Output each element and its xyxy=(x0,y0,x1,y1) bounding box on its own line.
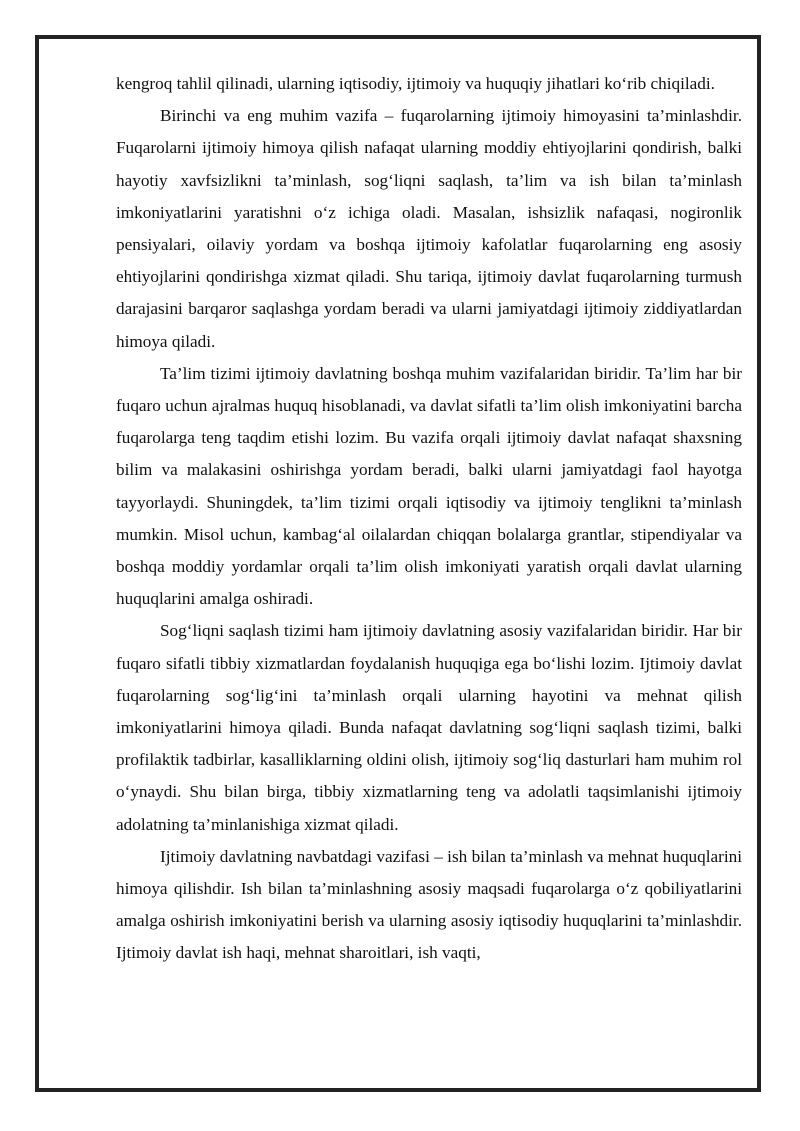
paragraph-4: Sog‘liqni saqlash tizimi ham ijtimoiy davlatning asosiy vazifalaridan biridir. Har bir fuqaro sifatli tibbiy xizmatlardan foydalanish huquqiga ega bo‘lishi lozim. Ijtimoiy davlat fuqarolarning sog‘lig‘ini ta’minlash orqali ularning hayotini va mehnat qilish imkoniyatlarini himoya qiladi. Bunda nafaqat davlatning sog‘liqni saqlash tizimi, balki profilaktik tadbirlar, kasalliklarning oldini olish, ijtimoiy sog‘liq dasturlari ham muhim rol o‘ynaydi. Shu bilan birga, tibbiy xizmatlarning teng va adolatli taqsimlanishi ijtimoiy adolatning ta’minlanishiga xizmat qiladi. xyxy=(116,621,742,834)
paragraph-3: Ta’lim tizimi ijtimoiy davlatning boshqa muhim vazifalaridan biridir. Ta’lim har bir fuqaro uchun ajralmas huquq hisoblanadi, va davlat sifatli ta’lim olish imkoniyatini barcha fuqarolarga teng taqdim etishi lozim. Bu vazifa orqali ijtimoiy davlat nafaqat shaxsning bilim va malakasini oshirishga yordam beradi, balki ularni jamiyatdagi faol hayotga tayyorlaydi. Shuningdek, ta’lim tizimi orqali iqtisodiy va ijtimoiy tenglikni ta’minlash mumkin. Misol uchun, kambag‘al oilalardan chiqqan bolalarga grantlar, stipendiyalar va boshqa moddiy yordamlar orqali ta’lim olish imkoniyati yaratish orqali davlat ularning huquqlarini amalga oshiradi. xyxy=(116,363,742,609)
paragraph-1: kengroq tahlil qilinadi, ularning iqtisodiy, ijtimoiy va huquqiy jihatlari ko‘rib chiqiladi. xyxy=(116,74,715,93)
paragraph-2: Birinchi va eng muhim vazifa – fuqarolarning ijtimoiy himoyasini ta’minlashdir. Fuqarolarni ijtimoiy himoya qilish nafaqat ularning moddiy ehtiyojlarini qondirish, balki hayotiy xavfsizlikni ta’minlash, sog‘liqni saqlash, ta’lim va ish bilan ta’minlash imkoniyatlarini yaratishni o‘z ichiga oladi. Masalan, ishsizlik nafaqasi, nogironlik pensiyalari, oilaviy yordam va boshqa ijtimoiy kafolatlar fuqarolarning eng asosiy ehtiyojlarini qondirishga xizmat qiladi. Shu tariqa, ijtimoiy davlat fuqarolarning turmush darajasini barqaror saqlashga yordam beradi va ularni jamiyatdagi ijtimoiy ziddiyatlardan himoya qiladi. xyxy=(116,106,742,351)
document-body xyxy=(116,68,742,970)
paragraph-5: Ijtimoiy davlatning navbatdagi vazifasi – ish bilan ta’minlash va mehnat huquqlarini himoya qilishdir. Ish bilan ta’minlashning asosiy maqsadi fuqarolarga o‘z qobiliyatlarini amalga oshirish imkoniyatini berish va ularning asosiy iqtisodiy huquqlarini ta’minlashdir. Ijtimoiy davlat ish haqi, mehnat sharoitlari, ish vaqti, xyxy=(116,846,742,963)
